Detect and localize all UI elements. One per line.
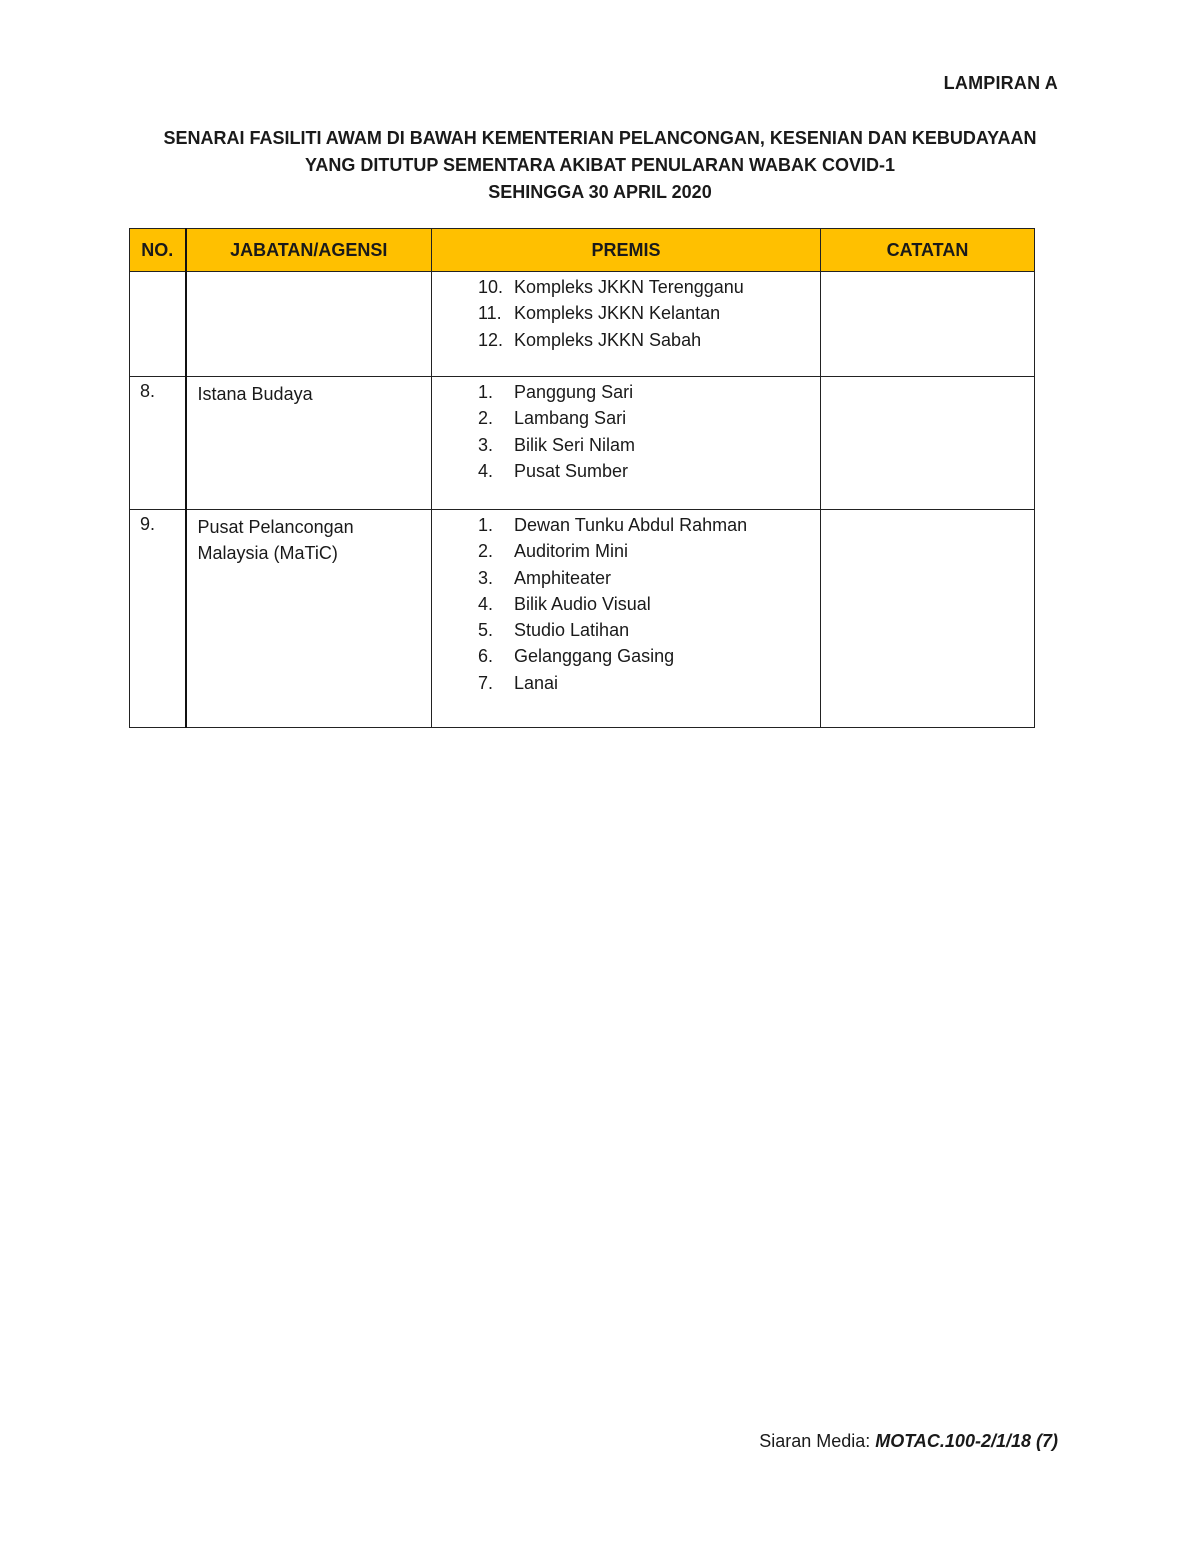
premis-number: 1. bbox=[478, 515, 494, 535]
premis-number: 4. bbox=[478, 593, 494, 614]
row-number: 9. bbox=[130, 510, 186, 728]
footer-ref-code: MOTAC.100-2/1/18 (7) bbox=[875, 1431, 1058, 1451]
list-item bbox=[478, 670, 820, 696]
facilities-table bbox=[129, 228, 1035, 728]
premis-name: Bilik Audio Visual bbox=[514, 593, 651, 614]
row-number: 8. bbox=[130, 377, 186, 510]
table-row bbox=[130, 377, 1035, 510]
row-premis bbox=[432, 272, 821, 377]
premis-number: 10. bbox=[478, 277, 504, 297]
premis-name: Bilik Seri Nilam bbox=[514, 434, 636, 455]
row-number bbox=[130, 272, 186, 377]
list-item bbox=[478, 379, 820, 405]
premis-number: 4. bbox=[478, 460, 494, 481]
row-agency: Pusat Pelancongan Malaysia (MaTiC) bbox=[186, 510, 432, 728]
row-premis bbox=[432, 377, 821, 510]
list-item bbox=[478, 512, 820, 538]
list-item bbox=[478, 327, 820, 353]
premis-number: 3. bbox=[478, 567, 494, 588]
premis-name: Gelanggang Gasing bbox=[514, 646, 675, 667]
title-line-3: SEHINGGA 30 APRIL 2020 bbox=[488, 182, 712, 202]
premis-number: 1. bbox=[478, 382, 494, 402]
header-premis: PREMIS bbox=[432, 229, 821, 272]
list-item bbox=[478, 405, 820, 431]
premis-name: Amphiteater bbox=[514, 567, 612, 588]
premis-name: Studio Latihan bbox=[514, 620, 630, 641]
premis-number: 3. bbox=[478, 434, 494, 455]
list-item bbox=[478, 643, 820, 669]
footer-label: Siaran Media: bbox=[759, 1431, 876, 1451]
premis-number: 2. bbox=[478, 408, 494, 429]
premis-name: Panggung Sari bbox=[514, 382, 634, 402]
row-notes bbox=[821, 377, 1035, 510]
title-line-1: SENARAI FASILITI AWAM DI BAWAH KEMENTERIAN PELANCONGAN, KESENIAN DAN KEBUDAYAAN bbox=[163, 128, 1037, 148]
premis-list bbox=[478, 512, 820, 696]
premis-list bbox=[478, 379, 820, 484]
row-notes bbox=[821, 272, 1035, 377]
list-item bbox=[478, 617, 820, 643]
table-row bbox=[130, 510, 1035, 728]
premis-number: 6. bbox=[478, 646, 494, 667]
premis-name: Kompleks JKKN Sabah bbox=[514, 329, 702, 350]
premis-name: Dewan Tunku Abdul Rahman bbox=[514, 515, 748, 535]
appendix-label: LAMPIRAN A bbox=[943, 73, 1058, 93]
premis-name: Lambang Sari bbox=[514, 408, 627, 429]
header-agency: JABATAN/AGENSI bbox=[186, 229, 432, 272]
list-item bbox=[478, 432, 820, 458]
table-header-row bbox=[130, 229, 1035, 272]
premis-number: 7. bbox=[478, 672, 494, 693]
premis-number: 11. bbox=[478, 303, 502, 324]
premis-name: Kompleks JKKN Terengganu bbox=[514, 277, 744, 297]
row-agency bbox=[186, 272, 432, 377]
row-agency: Istana Budaya bbox=[186, 377, 432, 510]
header-notes: CATATAN bbox=[821, 229, 1035, 272]
premis-name: Pusat Sumber bbox=[514, 460, 629, 481]
premis-number: 5. bbox=[478, 620, 494, 641]
premis-number: 2. bbox=[478, 541, 494, 562]
row-notes bbox=[821, 510, 1035, 728]
list-item bbox=[478, 300, 820, 326]
document-title bbox=[0, 125, 1200, 206]
list-item bbox=[478, 458, 820, 484]
premis-name: Auditorim Mini bbox=[514, 541, 629, 562]
list-item bbox=[478, 565, 820, 591]
list-item bbox=[478, 591, 820, 617]
table-row bbox=[130, 272, 1035, 377]
list-item bbox=[478, 274, 820, 300]
premis-number: 12. bbox=[478, 329, 504, 350]
premis-list bbox=[478, 274, 820, 353]
list-item bbox=[478, 538, 820, 564]
premis-name: Kompleks JKKN Kelantan bbox=[514, 303, 721, 324]
footer-reference bbox=[759, 1431, 1058, 1452]
row-premis bbox=[432, 510, 821, 728]
premis-name: Lanai bbox=[514, 672, 559, 693]
header-no: NO. bbox=[130, 229, 186, 272]
title-line-2: YANG DITUTUP SEMENTARA AKIBAT PENULARAN WABAK COVID-1 bbox=[304, 155, 896, 175]
